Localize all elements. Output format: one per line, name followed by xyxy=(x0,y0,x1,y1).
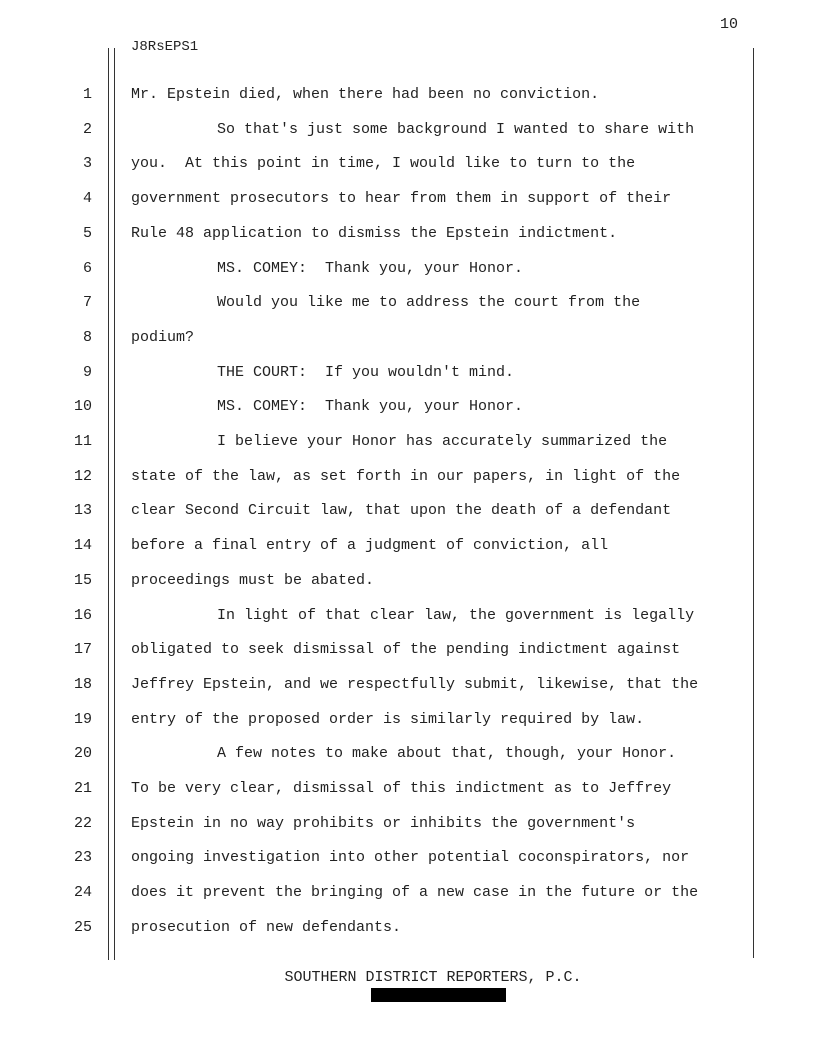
transcript-line xyxy=(0,120,816,140)
line-text: Epstein in no way prohibits or inhibits the government's xyxy=(131,814,636,832)
transcript-line xyxy=(0,397,816,417)
transcript-line xyxy=(0,259,816,279)
line-text: obligated to seek dismissal of the pending indictment against xyxy=(131,641,681,659)
line-number: 19 xyxy=(73,710,92,728)
transcript-line xyxy=(0,536,816,556)
line-text: Would you like me to address the court from the xyxy=(217,294,641,312)
line-number: 5 xyxy=(82,224,92,242)
page-number: 10 xyxy=(719,16,738,33)
transcript-line xyxy=(0,918,816,938)
line-text: Mr. Epstein died, when there had been no conviction. xyxy=(131,86,600,103)
line-number: 21 xyxy=(73,780,92,797)
line-text: To be very clear, dismissal of this indictment as to Jeffrey xyxy=(131,780,672,797)
line-text: THE COURT: If you wouldn't mind. xyxy=(217,363,515,381)
line-number: 8 xyxy=(82,328,92,346)
line-number: 23 xyxy=(73,849,92,867)
line-number: 6 xyxy=(82,259,92,277)
line-text: proceedings must be abated. xyxy=(131,571,375,589)
line-text: government prosecutors to hear from them in support of their xyxy=(131,190,672,208)
line-text: Rule 48 application to dismiss the Epstein indictment. xyxy=(131,224,618,242)
transcript-line xyxy=(0,328,816,348)
line-number: 14 xyxy=(73,537,92,555)
line-number: 1 xyxy=(82,86,92,103)
line-text: before a final entry of a judgment of conviction, all xyxy=(131,537,609,555)
line-number: 24 xyxy=(73,884,92,902)
line-text: does it prevent the bringing of a new case in the future or the xyxy=(131,884,699,902)
line-text: MS. COMEY: Thank you, your Honor. xyxy=(217,259,524,277)
line-text: A few notes to make about that, though, your Honor. xyxy=(217,745,677,763)
line-text: MS. COMEY: Thank you, your Honor. xyxy=(217,398,524,416)
line-number: 10 xyxy=(73,398,92,416)
transcript-line xyxy=(0,675,816,695)
transcript-line xyxy=(0,501,816,521)
transcript-line xyxy=(0,154,816,174)
reporter-footer: SOUTHERN DISTRICT REPORTERS, P.C. xyxy=(284,969,582,986)
line-number: 17 xyxy=(73,641,92,659)
line-text: you. At this point in time, I would like to turn to the xyxy=(131,155,636,173)
line-text: I believe your Honor has accurately summarized the xyxy=(217,433,668,450)
transcript-line xyxy=(0,571,816,591)
transcript-line xyxy=(0,883,816,903)
transcript-line xyxy=(0,606,816,626)
transcript-line xyxy=(0,710,816,730)
line-number: 20 xyxy=(73,745,92,763)
line-number: 9 xyxy=(82,363,92,381)
transcript-line xyxy=(0,467,816,487)
transcript-line xyxy=(0,432,816,452)
line-number: 13 xyxy=(73,502,92,520)
line-text: In light of that clear law, the government is legally xyxy=(217,606,695,624)
line-text: Jeffrey Epstein, and we respectfully submit, likewise, that the xyxy=(131,675,699,693)
transcript-line xyxy=(0,363,816,383)
line-number: 25 xyxy=(73,918,92,936)
transcript-line xyxy=(0,848,816,868)
transcript-line xyxy=(0,640,816,660)
line-text: prosecution of new defendants. xyxy=(131,918,402,936)
line-number: 16 xyxy=(73,606,92,624)
line-number: 7 xyxy=(82,294,92,312)
line-number: 4 xyxy=(82,190,92,208)
transcript-line xyxy=(0,189,816,209)
transcript-line xyxy=(0,85,816,105)
transcript-line xyxy=(0,779,816,799)
transcript-line xyxy=(0,224,816,244)
line-number: 15 xyxy=(73,571,92,589)
transcript-line xyxy=(0,744,816,764)
line-text: state of the law, as set forth in our papers, in light of the xyxy=(131,467,681,485)
line-text: ongoing investigation into other potential coconspirators, nor xyxy=(131,849,690,867)
case-code: J8RsEPS1 xyxy=(131,39,199,55)
line-number: 2 xyxy=(82,120,92,138)
line-number: 22 xyxy=(73,814,92,832)
transcript-line xyxy=(0,814,816,834)
line-number: 3 xyxy=(82,155,92,173)
line-text: entry of the proposed order is similarly required by law. xyxy=(131,710,645,728)
line-text: podium? xyxy=(131,328,195,346)
transcript-line xyxy=(0,293,816,313)
line-number: 12 xyxy=(73,467,92,485)
line-number: 18 xyxy=(73,675,92,693)
line-number: 11 xyxy=(73,433,92,450)
line-text: So that's just some background I wanted to share with xyxy=(217,120,695,138)
line-text: clear Second Circuit law, that upon the death of a defendant xyxy=(131,502,672,520)
redaction-bar xyxy=(371,988,506,1002)
